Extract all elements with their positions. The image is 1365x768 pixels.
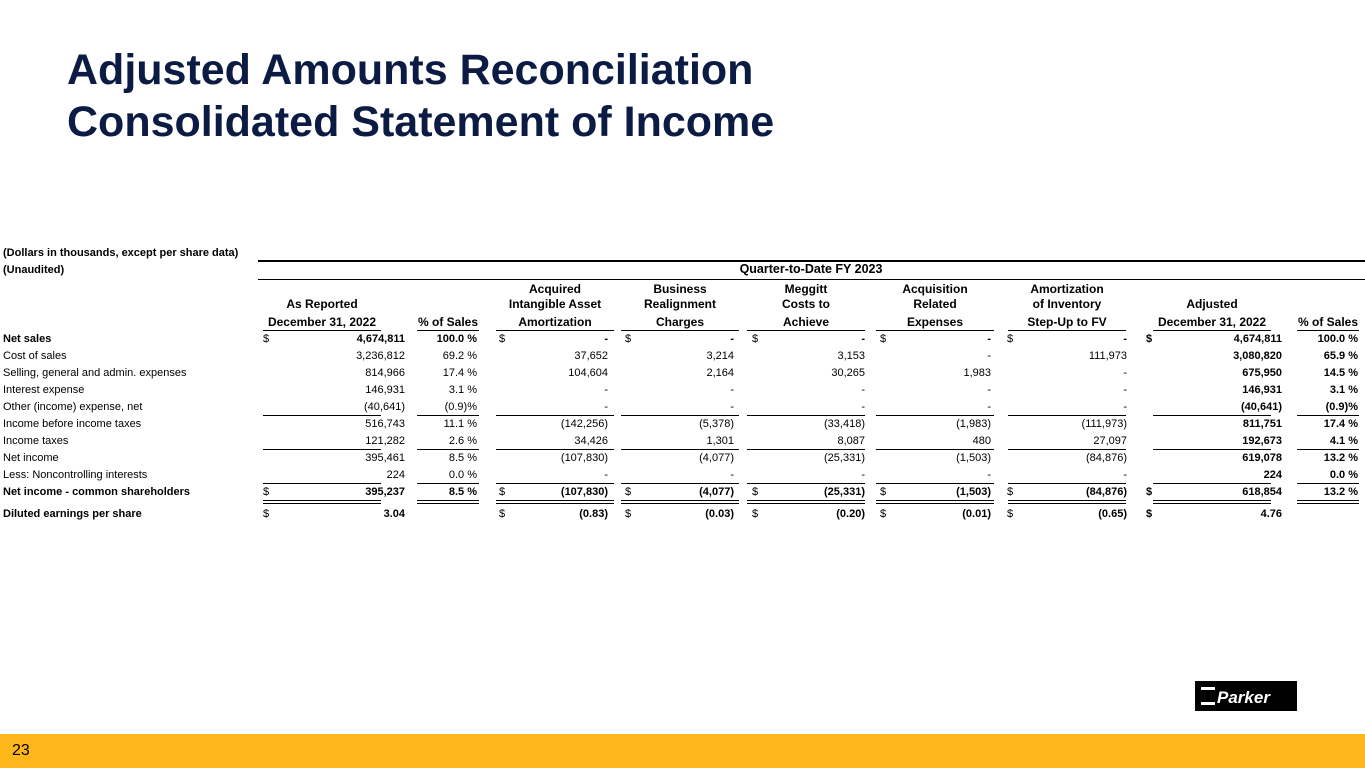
subtotal-rule-1 [621,415,739,416]
currency-symbol: $ [880,486,887,498]
double-rule-bottom [496,503,614,504]
table-cell: (0.9)% [444,401,477,413]
table-cell: 619,078 [1242,452,1282,464]
currency-symbol: $ [499,333,506,345]
table-cell: (1,983) [956,418,991,430]
table-cell: - [604,333,608,345]
table-cell: - [1123,367,1127,379]
table-cell: (0.65) [1098,508,1127,520]
column-header-2-line-3: % of Sales [417,315,479,329]
table-cell: (107,830) [560,486,608,498]
column-header-1-line-3: December 31, 2022 [267,315,377,329]
table-cell: 3,236,812 [356,350,405,362]
table-cell: 814,966 [365,367,405,379]
table-cell: 224 [1263,469,1282,481]
table-cell: 13.2 % [1323,486,1358,498]
footer-bar [0,734,1365,768]
double-rule-top [1153,500,1271,501]
period-header-rule [258,260,1365,262]
currency-symbol: $ [263,333,270,345]
table-cell: (25,331) [824,486,865,498]
subtotal-rule-1 [747,415,865,416]
column-header-9-line-3: % of Sales [1297,315,1359,329]
net-income-rule [621,449,739,450]
table-cell: 395,461 [365,452,405,464]
column-header-underline-4 [621,330,739,331]
currency-symbol: $ [880,508,887,520]
net-income-rule [876,449,994,450]
table-cell: (84,876) [1086,452,1127,464]
table-cell: 121,282 [365,435,405,447]
column-header-5-line-1: Meggitt [784,282,828,296]
table-cell: 3,214 [706,350,734,362]
table-cell: - [1123,384,1127,396]
currency-symbol: $ [263,486,270,498]
table-cell: 0.0 % [448,469,477,481]
table-cell: 4,674,811 [356,333,405,345]
double-rule-bottom [417,503,479,504]
table-cell: 516,743 [365,418,405,430]
unaudited-note: (Unaudited) [3,264,65,276]
subtotal-rule-2 [263,483,381,484]
row-label: Income before income taxes [3,418,142,430]
column-header-7-line-3: Step-Up to FV [1027,315,1107,329]
column-header-3-line-3: Amortization [518,315,592,329]
currency-symbol: $ [880,333,887,345]
table-cell: 8.5 % [448,486,477,498]
table-cell: (4,077) [699,486,734,498]
table-cell: (33,418) [824,418,865,430]
double-rule-bottom [263,503,381,504]
row-label: Cost of sales [3,350,67,362]
table-cell: 3,080,820 [1233,350,1282,362]
net-income-rule [1008,449,1126,450]
column-header-1-line-2: As Reported [286,297,358,311]
column-header-8-line-2: Adjusted [1186,297,1238,311]
table-cell: - [987,469,991,481]
table-cell: 4.1 % [1329,435,1358,447]
column-header-underline-3 [496,330,614,331]
subtotal-rule-1 [1297,415,1359,416]
column-header-underline-8 [1153,330,1271,331]
dollars-note: (Dollars in thousands, except per share data) [3,247,239,259]
table-cell: - [987,333,991,345]
column-header-6-line-1: Acquisition [902,282,968,296]
double-rule-bottom [876,503,994,504]
table-cell: 34,426 [574,435,608,447]
table-cell: (40,641) [1241,401,1282,413]
period-header: Quarter-to-Date FY 2023 [739,262,883,276]
table-cell: - [604,401,608,413]
table-cell: 65.9 % [1323,350,1358,362]
table-cell: - [730,384,734,396]
double-rule-bottom [1297,503,1359,504]
title-line-1: Adjusted Amounts Reconciliation [67,46,754,94]
table-cell: 14.5 % [1323,367,1358,379]
net-income-rule [747,449,865,450]
currency-symbol: $ [1146,333,1153,345]
column-header-4-line-3: Charges [655,315,705,329]
table-cell: 146,931 [365,384,405,396]
table-cell: 0.0 % [1329,469,1358,481]
double-rule-top [621,500,739,501]
table-cell: (0.01) [962,508,991,520]
table-cell: - [861,384,865,396]
column-header-6-line-2: Related [913,297,957,311]
currency-symbol: $ [1007,333,1014,345]
currency-symbol: $ [499,486,506,498]
table-cell: - [861,469,865,481]
subtotal-rule-2 [496,483,614,484]
table-cell: (40,641) [364,401,405,413]
double-rule-bottom [747,503,865,504]
table-cell: 13.2 % [1323,452,1358,464]
table-cell: 27,097 [1093,435,1127,447]
subtotal-rule-2 [747,483,865,484]
currency-symbol: $ [625,333,632,345]
double-rule-top [1008,500,1126,501]
currency-symbol: $ [1146,486,1153,498]
table-cell: 192,673 [1242,435,1282,447]
period-header-underline [258,279,1365,280]
table-cell: (111,973) [1081,418,1127,430]
currency-symbol: $ [752,486,759,498]
table-cell: 4.76 [1260,508,1282,520]
table-cell: 100.0 % [1317,333,1358,345]
row-label: Less: Noncontrolling interests [3,469,148,481]
table-cell: 8,087 [837,435,865,447]
row-label: Income taxes [3,435,69,447]
table-cell: 618,854 [1242,486,1282,498]
subtotal-rule-2 [1297,483,1359,484]
table-cell: (1,503) [956,486,991,498]
column-header-7-line-1: Amortization [1030,282,1104,296]
column-header-underline-9 [1297,330,1359,331]
parker-logo [1195,677,1297,715]
subtotal-rule-1 [876,415,994,416]
row-label: Selling, general and admin. expenses [3,367,187,379]
column-header-underline-2 [417,330,479,331]
table-cell: - [1123,333,1127,345]
double-rule-top [496,500,614,501]
row-label: Net sales [3,333,52,345]
column-header-underline-5 [747,330,865,331]
subtotal-rule-2 [621,483,739,484]
table-cell: 2,164 [706,367,734,379]
currency-symbol: $ [625,508,632,520]
table-cell: (84,876) [1086,486,1127,498]
table-cell: (0.83) [579,508,608,520]
double-rule-top [263,500,381,501]
table-cell: 100.0 % [436,333,477,345]
double-rule-bottom [621,503,739,504]
table-cell: 17.4 % [442,367,477,379]
net-income-rule [496,449,614,450]
table-cell: 675,950 [1242,367,1282,379]
net-income-rule [1297,449,1359,450]
column-header-3-line-2: Intangible Asset [508,297,602,311]
table-cell: - [730,401,734,413]
subtotal-rule-2 [876,483,994,484]
currency-symbol: $ [1146,508,1153,520]
double-rule-top [747,500,865,501]
table-cell: (0.03) [705,508,734,520]
table-cell: (107,830) [560,452,608,464]
table-cell: 3.1 % [448,384,477,396]
currency-symbol: $ [263,508,270,520]
table-cell: - [1123,469,1127,481]
column-header-5-line-3: Achieve [782,315,830,329]
table-cell: (1,503) [956,452,991,464]
currency-symbol: $ [752,333,759,345]
currency-symbol: $ [1007,486,1014,498]
subtotal-rule-1 [1153,415,1271,416]
table-cell: 104,604 [568,367,608,379]
table-cell: 224 [386,469,405,481]
table-cell: - [604,469,608,481]
table-cell: - [1123,401,1127,413]
column-header-underline-1 [263,330,381,331]
double-rule-bottom [1008,503,1126,504]
table-cell: (0.20) [836,508,865,520]
table-cell: 811,751 [1242,418,1282,430]
column-header-6-line-3: Expenses [906,315,964,329]
currency-symbol: $ [625,486,632,498]
table-cell: (5,378) [699,418,734,430]
double-rule-top [876,500,994,501]
table-cell: 1,301 [706,435,734,447]
row-label: Diluted earnings per share [3,508,142,520]
table-cell: - [987,384,991,396]
table-cell: 395,237 [365,486,405,498]
table-cell: 37,652 [574,350,608,362]
table-cell: 69.2 % [442,350,477,362]
subtotal-rule-2 [417,483,479,484]
title-line-2: Consolidated Statement of Income [67,98,775,146]
column-header-4-line-2: Realignment [643,297,716,311]
subtotal-rule-1 [1008,415,1126,416]
table-cell: - [604,384,608,396]
table-cell: 3,153 [837,350,865,362]
table-cell: 3.1 % [1329,384,1358,396]
table-cell: 17.4 % [1323,418,1358,430]
subtotal-rule-1 [496,415,614,416]
table-cell: - [730,469,734,481]
subtotal-rule-1 [417,415,479,416]
double-rule-bottom [1153,503,1271,504]
table-cell: (4,077) [699,452,734,464]
table-cell: 30,265 [831,367,865,379]
currency-symbol: $ [752,508,759,520]
double-rule-top [417,500,479,501]
column-header-4-line-1: Business [653,282,707,296]
subtotal-rule-2 [1008,483,1126,484]
table-cell: 111,973 [1088,350,1127,362]
table-cell: (25,331) [824,452,865,464]
table-cell: - [861,333,865,345]
table-cell: 11.1 % [443,418,477,430]
table-cell: 4,674,811 [1233,333,1282,345]
table-cell: 8.5 % [448,452,477,464]
row-label: Interest expense [3,384,85,396]
table-cell: 2.6 % [448,435,477,447]
currency-symbol: $ [499,508,506,520]
subtotal-rule-1 [263,415,381,416]
row-label: Net income [3,452,59,464]
table-cell: 3.04 [383,508,405,520]
table-cell: - [987,350,991,362]
net-income-rule [1153,449,1271,450]
row-label: Other (income) expense, net [3,401,143,413]
table-cell: - [861,401,865,413]
column-header-5-line-2: Costs to [782,297,830,311]
table-cell: 480 [972,435,991,447]
table-cell: 1,983 [963,367,991,379]
row-label: Net income - common shareholders [3,486,191,498]
table-cell: - [987,401,991,413]
table-cell: (0.9)% [1325,401,1358,413]
column-header-8-line-3: December 31, 2022 [1157,315,1267,329]
net-income-rule [263,449,381,450]
currency-symbol: $ [1007,508,1014,520]
double-rule-top [1297,500,1359,501]
column-header-3-line-1: Acquired [528,282,581,296]
column-header-7-line-2: of Inventory [1032,297,1102,311]
table-cell: (142,256) [560,418,608,430]
column-header-underline-7 [1008,330,1126,331]
net-income-rule [417,449,479,450]
table-cell: 146,931 [1242,384,1282,396]
table-cell: - [730,333,734,345]
logo-text: Parker [1217,688,1270,707]
column-header-underline-6 [876,330,994,331]
subtotal-rule-2 [1153,483,1271,484]
page-number: 23 [12,742,30,759]
